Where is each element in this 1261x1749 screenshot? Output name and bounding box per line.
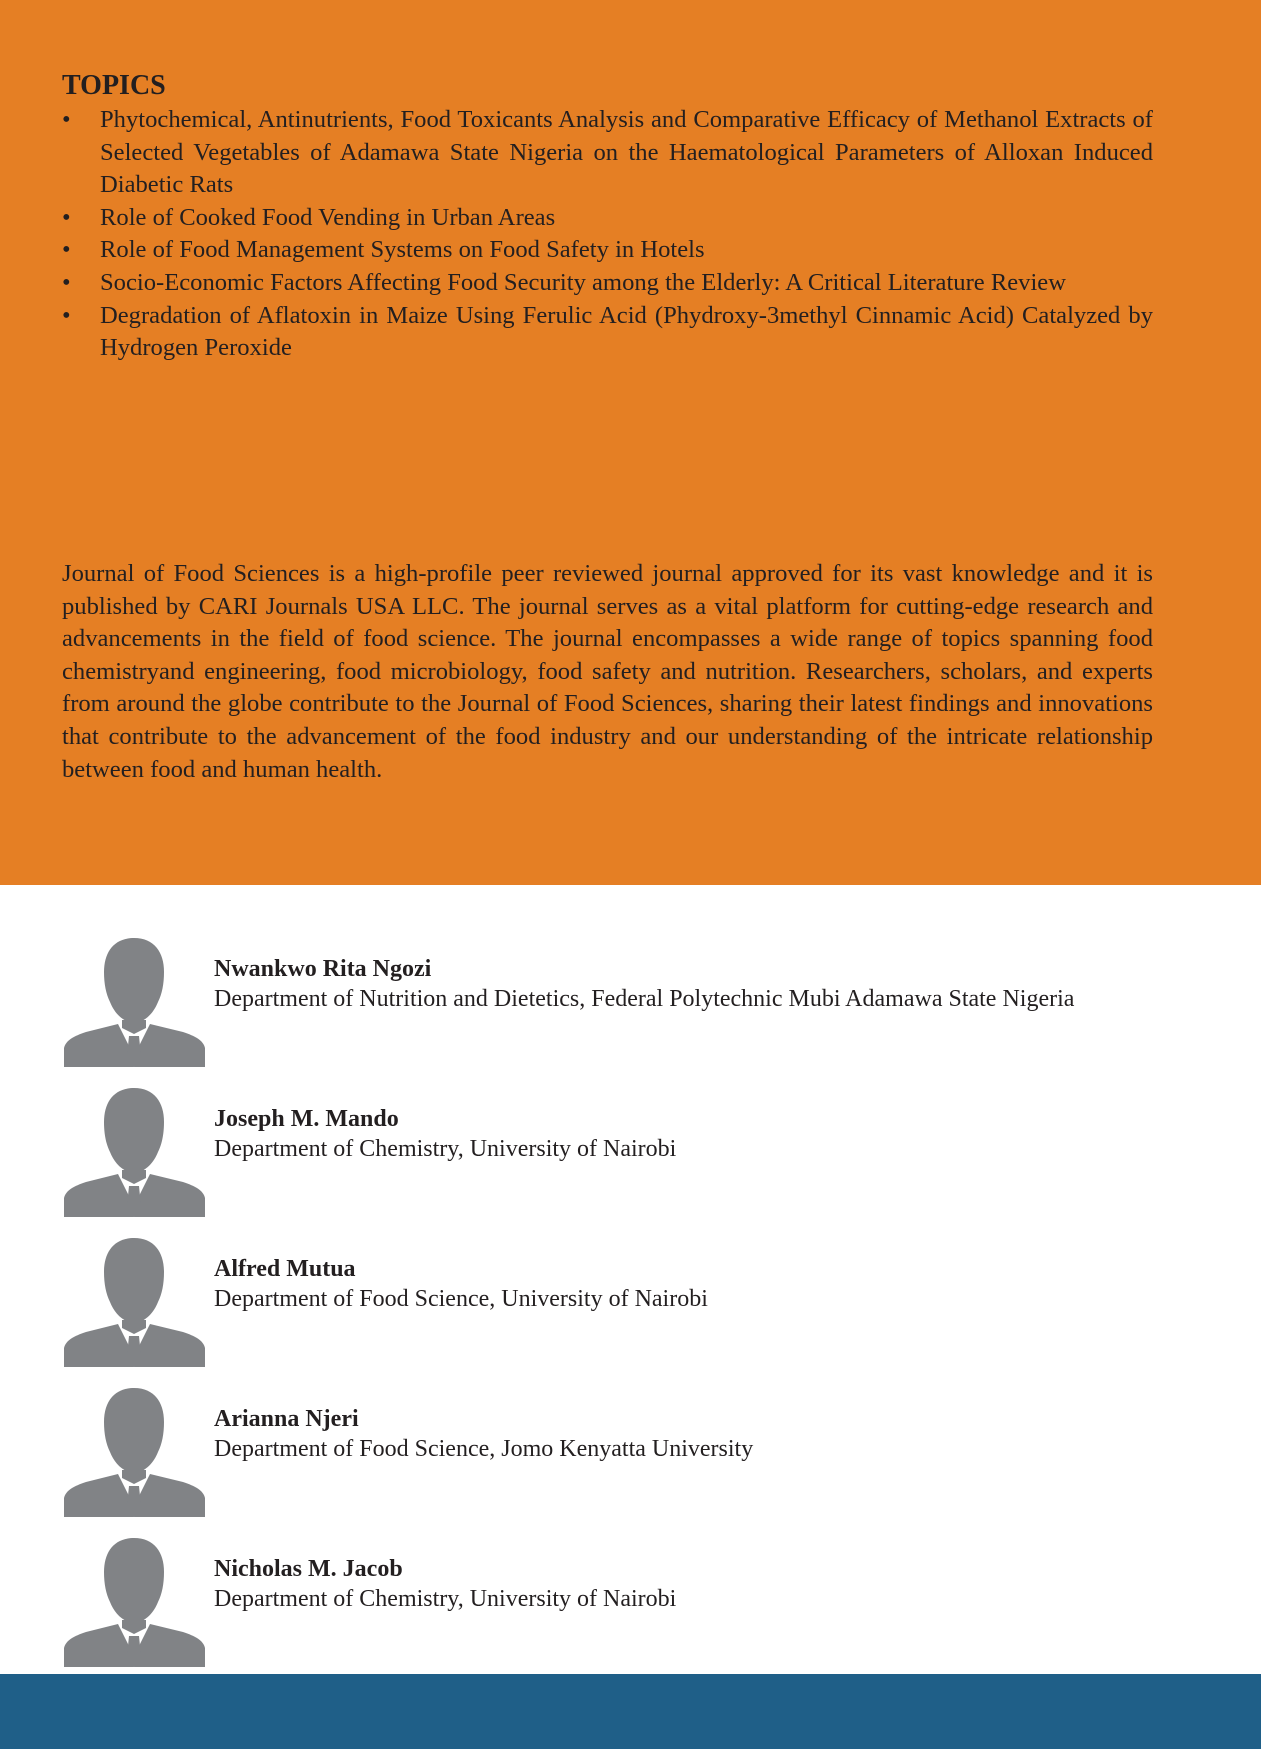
author-entry xyxy=(64,1236,1214,1371)
author-department: Department of Chemistry, University of Nairobi xyxy=(214,1136,677,1162)
person-silhouette-icon xyxy=(64,936,205,1067)
author-name: Alfred Mutua xyxy=(214,1256,356,1282)
author-department: Department of Nutrition and Dietetics, Federal Polytechnic Mubi Adamawa State Nigeria xyxy=(214,986,1075,1012)
topic-item: • Degradation of Aflatoxin in Maize Using Ferulic Acid (Phydroxy-3methyl Cinnamic Acid) Catalyzed by Hydrogen Peroxide xyxy=(62,300,1153,365)
person-silhouette-icon xyxy=(64,1536,205,1667)
author-department: Department of Food Science, Jomo Kenyatta University xyxy=(214,1436,754,1462)
journal-description: Journal of Food Sciences is a high-profile peer reviewed journal approved for its vast knowledge and it is published by CARI Journals USA LLC. The journal serves as a vital platform for cutting-edge research and advancements in the field of food science. The journal encompasses a wide range of topics spanning food chemistryand engineering, food microbiology, food safety and nutrition. Researchers, scholars, and experts from around the globe contribute to the Journal of Food Sciences, sharing their latest findings and innovations that contribute to the advancement of the food industry and our understanding of the intricate relationship between food and human health. xyxy=(62,560,1153,783)
topic-item: • Role of Food Management Systems on Food Safety in Hotels xyxy=(62,234,1153,267)
author-name: Joseph M. Mando xyxy=(214,1106,399,1132)
author-entry xyxy=(64,1536,1214,1671)
topics-list xyxy=(62,104,1153,365)
author-department: Department of Chemistry, University of Nairobi xyxy=(214,1586,677,1612)
author-entry xyxy=(64,936,1214,1071)
person-silhouette-icon xyxy=(64,1086,205,1217)
bottom-band xyxy=(0,1674,1261,1749)
topic-item: • Role of Cooked Food Vending in Urban Areas xyxy=(62,202,1153,235)
author-entry xyxy=(64,1086,1214,1221)
person-silhouette-icon xyxy=(64,1386,205,1517)
person-silhouette-icon xyxy=(64,1236,205,1367)
topic-item: • Socio-Economic Factors Affecting Food Security among the Elderly: A Critical Literature Review xyxy=(62,267,1153,300)
author-name: Arianna Njeri xyxy=(214,1406,359,1432)
author-name: Nicholas M. Jacob xyxy=(214,1556,403,1582)
author-name: Nwankwo Rita Ngozi xyxy=(214,956,432,982)
topics-heading: TOPICS xyxy=(62,70,166,101)
author-entry xyxy=(64,1386,1214,1521)
author-department: Department of Food Science, University of Nairobi xyxy=(214,1286,708,1312)
topic-item: • Phytochemical, Antinutrients, Food Toxicants Analysis and Comparative Efficacy of Methanol Extracts of Selected Vegetables of Adamawa State Nigeria on the Haematological Parameters of Alloxan Induced Diabetic Rats xyxy=(62,104,1153,202)
